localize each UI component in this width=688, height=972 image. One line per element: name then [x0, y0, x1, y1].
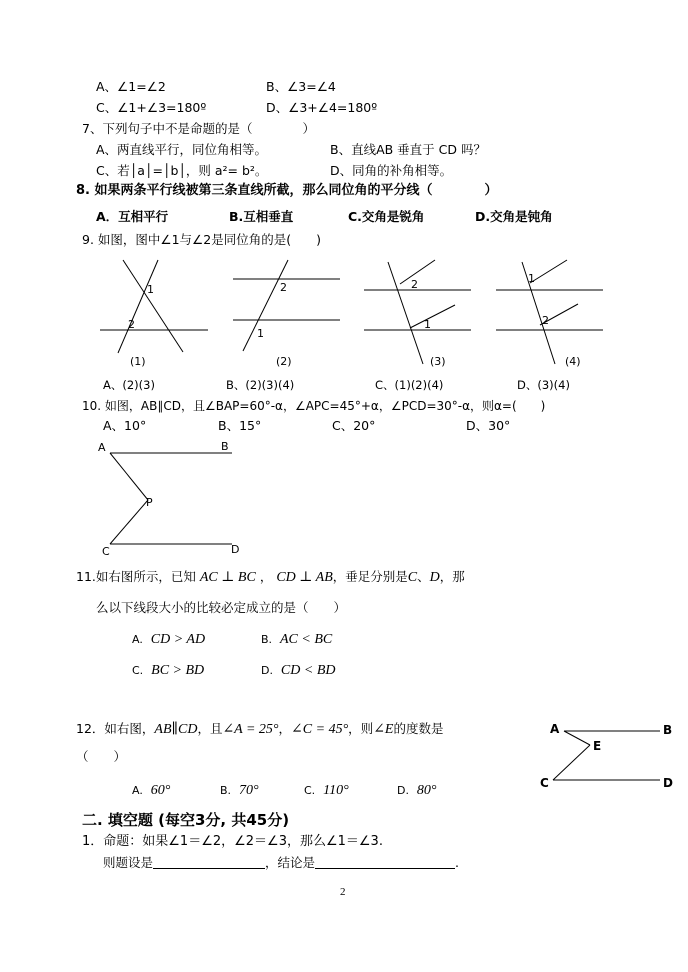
q9-option-c: C、(1)(2)(4): [375, 378, 444, 392]
q12-expr-angle-e: ∠E: [373, 722, 394, 737]
q11-option-d-letter: D.: [261, 664, 273, 677]
q7-option-d: D、同角的补角相等。: [330, 163, 453, 178]
q12-option-a-value: 60°: [150, 783, 171, 798]
q9-fig3-angle-1: 1: [424, 318, 431, 331]
q12-option-b-letter: B.: [220, 784, 232, 797]
fill-q1-stem: 1．命题：如果∠1＝∠2，∠2＝∠3，那么∠1＝∠3.: [82, 834, 383, 849]
q8-stem: 8. 如果两条平行线被第三条直线所截，那么同位角的平分线（ ）: [76, 183, 498, 198]
q11-option-c-letter: C.: [132, 664, 144, 677]
q12-option-a-letter: A.: [132, 784, 143, 797]
q6-option-c: C、∠1+∠3=180º: [96, 100, 207, 115]
q12-stem-prefix: 12．如右图，: [76, 721, 155, 736]
q11-option-a-letter: A.: [132, 633, 143, 646]
q12-option-c-value: 110°: [323, 783, 349, 798]
fill-q1-end: .: [455, 855, 460, 870]
q11-option-d-expr: CD < BD: [280, 663, 336, 678]
q12-option-d-letter: D.: [397, 784, 409, 797]
q6-option-a: A、∠1=∠2: [96, 79, 166, 94]
q10-option-d: D、30°: [466, 418, 511, 433]
premise-blank[interactable]: [153, 855, 265, 869]
q10-point-b: B: [221, 440, 229, 453]
q12-expr-angle-a: ∠A = 25°: [222, 722, 279, 737]
fill-q1-conclusion-label: ，结论是: [265, 855, 316, 870]
q11-condition-2: CD ⊥ AB: [276, 570, 333, 585]
q11-stem-prefix: 11.如右图所示，已知: [76, 569, 196, 584]
q10-point-d: D: [231, 543, 240, 556]
q7-option-a: A、两直线平行，同位角相等。: [96, 142, 268, 157]
q10-point-c: C: [102, 545, 110, 558]
q11-option-a-expr: CD > AD: [150, 632, 206, 647]
q11-condition-1: AC ⊥ BC: [199, 570, 256, 585]
section-2-title: 二. 填空题 (每空3分, 共45分): [82, 811, 290, 829]
q10-option-a: A、10°: [103, 418, 147, 433]
q12-point-c: C: [540, 776, 549, 790]
q10-option-c: C、20°: [332, 418, 376, 433]
q12-stem-mid2: ，则: [348, 721, 374, 736]
q9-fig1-caption: (1): [130, 355, 146, 368]
q9-stem: 9. 如图，图中∠1与∠2是同位角的是( ): [82, 232, 321, 247]
q8-option-b: B.互相垂直: [229, 209, 294, 224]
q9-option-b: B、(2)(3)(4): [226, 378, 295, 392]
q11-sep: 、: [417, 569, 430, 584]
fill-q1-premise-label: 则题设是: [103, 855, 154, 870]
q7-stem: 7、下列句子中不是命题的是（ ）: [82, 121, 315, 136]
q12-point-e: E: [593, 739, 602, 753]
q12-option-b-value: 70°: [239, 783, 259, 798]
q6-option-b: B、∠3=∠4: [266, 79, 336, 94]
q11-option-b-expr: AC < BC: [280, 632, 333, 647]
q9-fig2-angle-2: 2: [280, 281, 287, 294]
q8-option-a: A．互相平行: [96, 209, 169, 224]
q7-option-c: C、若│a│=│b│，则 a²= b²。: [96, 163, 268, 178]
q11-option-b-letter: B.: [261, 633, 273, 646]
q9-fig4-caption: (4): [565, 355, 581, 368]
q11-stem-line2: 么以下线段大小的比较必定成立的是（ ）: [96, 600, 347, 615]
q12-point-a: A: [550, 722, 560, 736]
q12-answer-paren: （ ）: [76, 749, 127, 764]
q12-expr-parallel: AB∥CD: [154, 722, 198, 737]
fill-q1-line2: [103, 855, 459, 871]
q9-option-d: D、(3)(4): [517, 378, 570, 392]
q9-fig4-angle-2: 2: [542, 314, 549, 327]
q10-option-b: B、15°: [218, 418, 262, 433]
page-number: 2: [340, 886, 346, 898]
q11-comma: ，: [259, 569, 273, 584]
conclusion-blank[interactable]: [315, 855, 455, 869]
q9-fig3-caption: (3): [430, 355, 446, 368]
q9-fig2-angle-1: 1: [257, 327, 264, 340]
q10-point-a: A: [98, 441, 106, 454]
q9-option-a: A、(2)(3): [103, 378, 155, 392]
q9-fig2-caption: (2): [276, 355, 292, 368]
q12-option-c-letter: C.: [304, 784, 316, 797]
q11-foot-2: D: [429, 570, 440, 585]
q11-option-c-expr: BC > BD: [151, 663, 205, 678]
q10-point-p: P: [146, 496, 153, 509]
q11-stem-mid: ，垂足分别是: [332, 569, 408, 584]
q11-foot-1: C: [407, 570, 418, 585]
q12-expr-angle-c: ∠C = 45°: [291, 722, 349, 737]
q12-point-d: D: [663, 776, 673, 790]
q9-fig4-angle-1: 1: [528, 272, 535, 285]
q8-option-c: C.交角是锐角: [348, 209, 425, 224]
q7-option-b: B、直线AB 垂直于 CD 吗？: [330, 142, 486, 157]
q9-fig1-angle-2: 2: [128, 318, 135, 331]
q12-point-b: B: [663, 723, 673, 737]
q12-option-d-value: 80°: [416, 783, 437, 798]
q12-stem-mid1: ，且: [197, 721, 223, 736]
q9-fig3-angle-2: 2: [411, 278, 418, 291]
q6-option-d: D、∠3+∠4=180º: [266, 100, 378, 115]
q12-stem-end: 的度数是: [393, 721, 444, 736]
q9-fig1-angle-1: 1: [147, 283, 154, 296]
q11-stem-end: ，那: [439, 569, 465, 584]
q10-stem: 10. 如图，AB∥CD，且∠BAP=60°-α，∠APC=45°+α，∠PCD=30°-α，则α=( ): [82, 399, 546, 413]
q8-option-d: D.交角是钝角: [475, 209, 553, 224]
q12-comma: ，: [278, 721, 292, 736]
